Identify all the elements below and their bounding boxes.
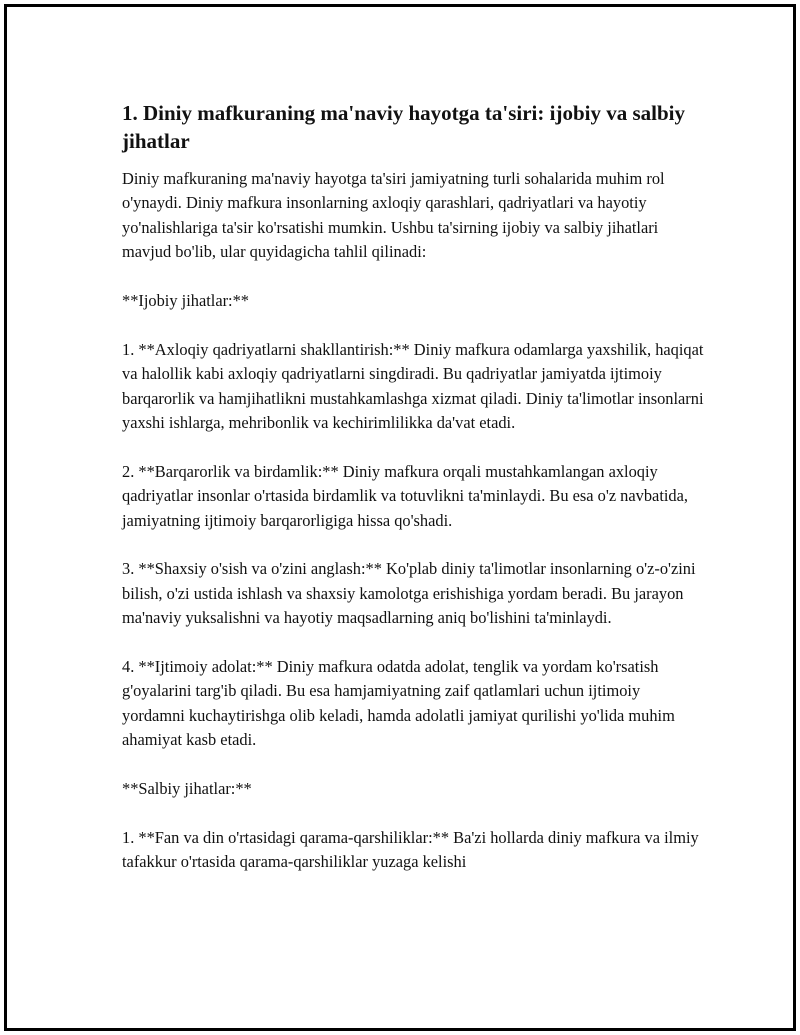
list-item-moral-values: 1. **Axloqiy qadriyatlarni shakllantirish:** Diniy mafkura odamlarga yaxshilik, haqiqat va halollik kabi axloqiy qadriyatlarni singdiradi. Bu qadriyatlar jamiyatda ijtimoiy barqarorlik va hamjihatlikni mustahkamlashga xizmat qiladi. Diniy ta'limotlar insonlarni yaxshi ishlarga, mehribonlik va kechirimlilikka da'vat etadi. — [122, 339, 704, 433]
negative-aspects-heading: **Salbiy jihatlar:** — [122, 779, 252, 799]
list-item-personal-growth: 3. **Shaxsiy o'sish va o'zini anglash:** Ko'plab diniy ta'limotlar insonlarning o'z-o'zini bilish, o'zi ustida ishlash va shaxsiy kamolotga erishishiga yordam beradi. Bu jarayon ma'naviy yuksalishni va hayotiy maqsadlarning aniq bo'lishini ta'minlaydi. — [122, 559, 696, 628]
list-item-stability: 2. **Barqarorlik va birdamlik:** Diniy mafkura orqali mustahkamlangan axloqiy qadriyatlar insonlar o'rtasida birdamlik va totuvlikni ta'minlaydi. Bu esa o'z navbatida, jamiyatning ijtimoiy barqarorligiga hissa qo'shadi. — [122, 461, 688, 530]
page-frame — [4, 4, 796, 1031]
positive-aspects-heading: **Ijobiy jihatlar:** — [122, 291, 250, 311]
list-item-social-justice: 4. **Ijtimoiy adolat:** Diniy mafkura odatda adolat, tenglik va yordam ko'rsatish g'oyalarini targ'ib qiladi. Bu esa hamjamiyatning zaif qatlamlari uchun ijtimoiy yordamni kuchaytirishga olib keladi, hamda adolatli jamiyat qurilishi yo'lida muhim ahamiyat kasb etadi. — [122, 657, 675, 750]
intro-paragraph: Diniy mafkuraning ma'naviy hayotga ta'siri jamiyatning turli sohalarida muhim rol o'ynaydi. Diniy mafkura insonlarning axloqiy qarashlari, qadriyatlari va hayotiy yo'nalishlariga ta'sir ko'rsatishi mumkin. Ushbu ta'sirning ijobiy va salbiy jihatlari mavjud bo'lib, ular quyidagicha tahlil qilinadi: — [122, 169, 665, 262]
section-heading: 1. Diniy mafkuraning ma'naviy hayotga ta'siri: ijobiy va salbiy jihatlar — [122, 101, 685, 153]
document-body — [122, 99, 707, 875]
list-item-science-religion: 1. **Fan va din o'rtasidagi qarama-qarshiliklar:** Ba'zi hollarda diniy mafkura va ilmiy tafakkur o'rtasida qarama-qarshiliklar yuzaga kelishi — [122, 827, 699, 872]
